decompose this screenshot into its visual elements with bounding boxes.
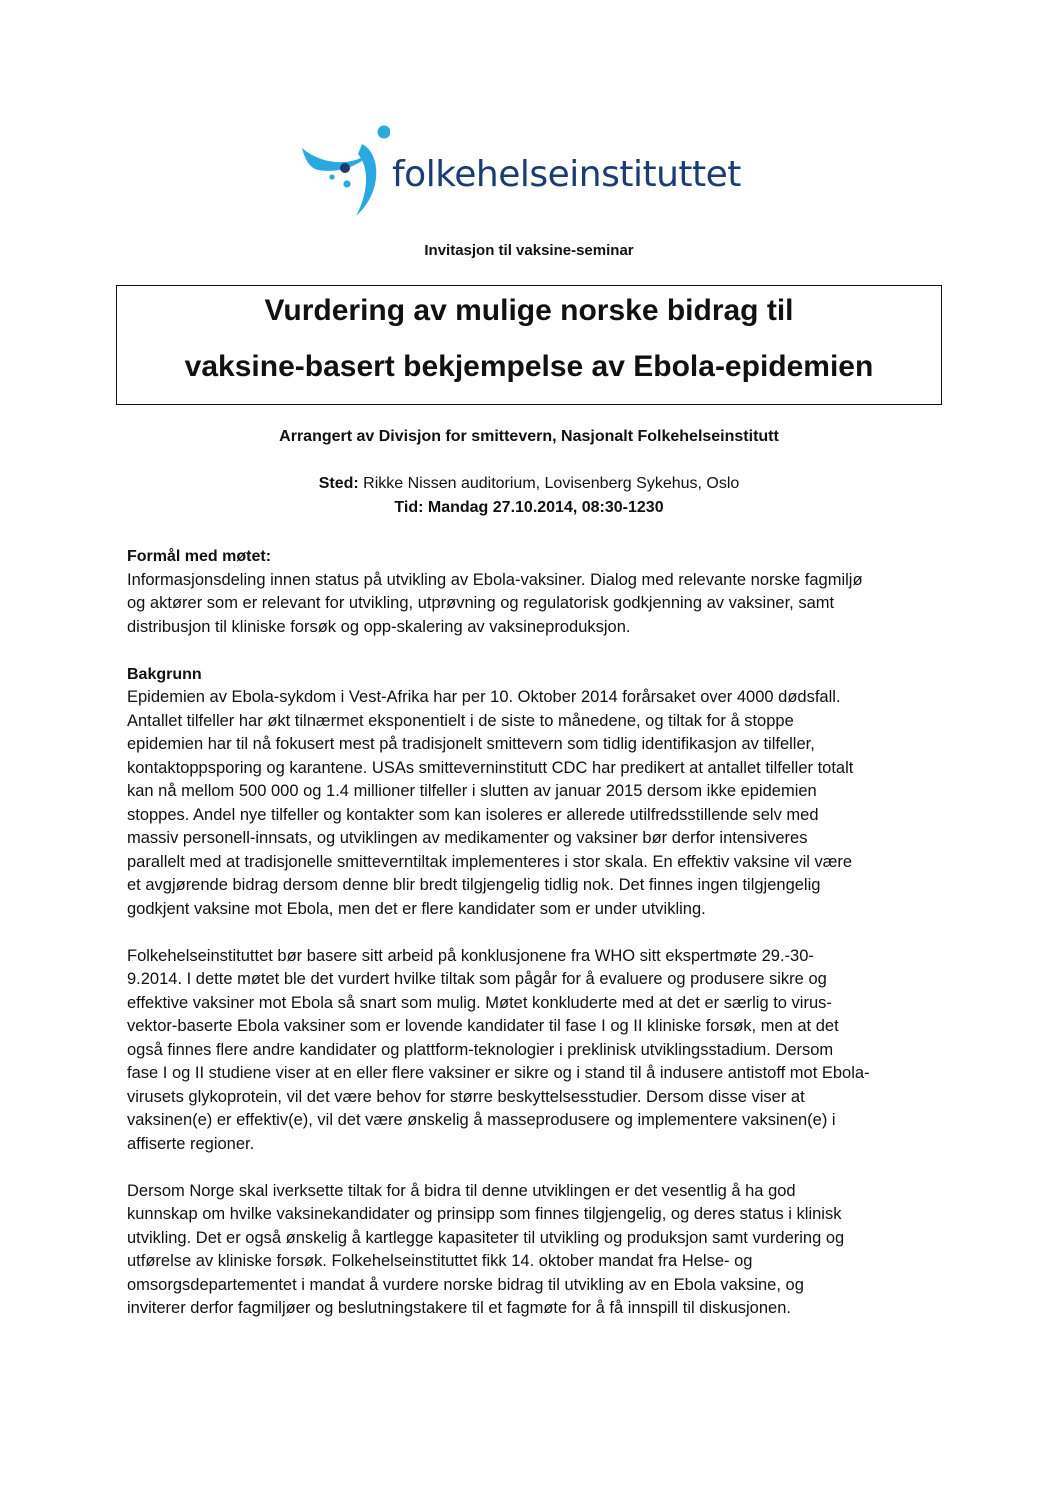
text-line: inviterer derfor fagmiljøer og beslutningstakere til et fagmøte for å få innspill til diskusjonen.	[127, 1299, 791, 1317]
text-line: kontaktoppsporing og karantene. USAs smitteverninstitutt CDC har predikert at antallet tilfeller totalt	[127, 758, 854, 777]
text-line: 9.2014. I dette møtet ble det vurdert hvilke tiltak som pågår for å evaluere og produsere sikre og	[127, 970, 827, 988]
text-line: Informasjonsdeling innen status på utvikling av Ebola-vaksiner. Dialog med relevante norske fagmiljø	[127, 570, 863, 589]
text-line: et avgjørende bidrag dersom denne blir bredt tilgjengelig tidlig nok. Det finnes ingen tilgjengelig	[127, 876, 821, 894]
text-line: utførelse av kliniske forsøk. Folkehelseinstituttet fikk 14. oktober mandat fra Helse- og	[127, 1252, 753, 1270]
background-paragraph	[127, 686, 947, 921]
text-line: Epidemien av Ebola-sykdom i Vest-Afrika har per 10. Oktober 2014 forårsaket over 4000 dødsfall.	[127, 688, 841, 706]
institute-logo	[300, 124, 770, 220]
text-line: og aktører som er relevant for utvikling, utprøvning og regulatorisk godkjenning av vaksiner, samt	[127, 594, 835, 612]
text-line: godkjent vaksine mot Ebola, men det er flere kandidater som er under utvikling.	[127, 899, 706, 918]
text-line: virusets glykoprotein, vil det være behov for større beskyttelsesstudier. Dersom disse viser at	[127, 1087, 805, 1106]
text-line: Antallet tilfeller har økt tilnærmet eksponentielt i de siste to månedene, og tiltak for å stoppe	[127, 711, 794, 730]
text-line: Folkehelseinstituttet bør basere sitt arbeid på konklusjonene fra WHO sitt ekspertmøte 29.-30-	[127, 946, 814, 965]
location-label: Sted:	[318, 475, 359, 492]
who-paragraph	[127, 945, 947, 1157]
text-line: vaksinen(e) er effektiv(e), vil det være ønskelig å masseprodusere og implementere vaksinen(e) i	[127, 1111, 836, 1129]
title-box	[116, 285, 942, 405]
text-line: distribusjon til kliniske forsøk og opp-skalering av vaksineproduksjon.	[127, 617, 631, 636]
text-line: kunnskap om hvilke vaksinekandidater og prinsipp som finnes tilgjengelig, og deres status i klinisk	[127, 1205, 842, 1223]
text-line: også finnes flere andre kandidater og plattform-teknologier i preklinisk utviklingsstadium. Dersom	[127, 1040, 834, 1059]
text-line: fase I og II studiene viser at en eller flere vaksiner er sikre og i stand til å indusere antistoff mot Ebola-	[127, 1064, 870, 1082]
text-line: affiserte regioner.	[127, 1134, 255, 1153]
text-line: effektive vaksiner mot Ebola så snart som mulig. Møtet konkluderte med at det er særlig to virus-	[127, 993, 832, 1012]
location-value: Rikke Nissen auditorium, Lovisenberg Sykehus, Oslo	[358, 475, 740, 492]
text-line: Dersom Norge skal iverksette tiltak for å bidra til denne utviklingen er det vesentlig å ha god	[127, 1181, 796, 1200]
logo-wordmark: folkehelseinstituttet	[392, 154, 741, 195]
invitation-heading: Invitasjon til vaksine-seminar	[424, 242, 634, 259]
location-line	[0, 475, 1058, 493]
text-line: omsorgsdepartementet i mandat å vurdere norske bidrag til utvikling av en Ebola vaksine, og	[127, 1275, 804, 1294]
text-line: epidemien har til nå fokusert mest på tradisjonelt smittevern som tidlig identifikasjon av tilfeller,	[127, 735, 815, 753]
purpose-heading: Formål med møtet:	[127, 548, 272, 565]
purpose-paragraph	[127, 569, 947, 640]
title-line-2: vaksine-basert bekjempelse av Ebola-epidemien	[184, 350, 874, 383]
time-line: Tid: Mandag 27.10.2014, 08:30-1230	[394, 499, 664, 516]
text-line: kan nå mellom 500 000 og 1.4 millioner tilfeller i slutten av januar 2015 dersom ikke epidemien	[127, 782, 817, 800]
norway-paragraph	[127, 1180, 947, 1321]
text-line: vektor-baserte Ebola vaksiner som er lovende kandidater til fase I og II kliniske forsøk, men at det	[127, 1017, 839, 1035]
text-line: stoppes. Andel nye tilfeller og kontakter som kan isoleres er allerede utilfredsstillende selv med	[127, 805, 819, 824]
background-heading: Bakgrunn	[127, 665, 202, 683]
text-line: utvikling. Det er også ønskelig å kartlegge kapasiteter til utvikling og produksjon samt vurdering og	[127, 1228, 845, 1247]
text-line: massiv personell-innsats, og utviklingen av medikamenter og vaksiner bør derfor intensiveres	[127, 829, 808, 847]
organizer-line: Arrangert av Divisjon for smittevern, Nasjonalt Folkehelseinstitutt	[279, 428, 779, 445]
document-body	[127, 545, 947, 1321]
logo-figure-icon	[300, 124, 390, 220]
title-line-1: Vurdering av mulige norske bidrag til	[264, 294, 794, 327]
text-line: parallelt med at tradisjonelle smitteverntiltak implementeres i stor skala. En effektiv vaksine vil være	[127, 852, 853, 871]
